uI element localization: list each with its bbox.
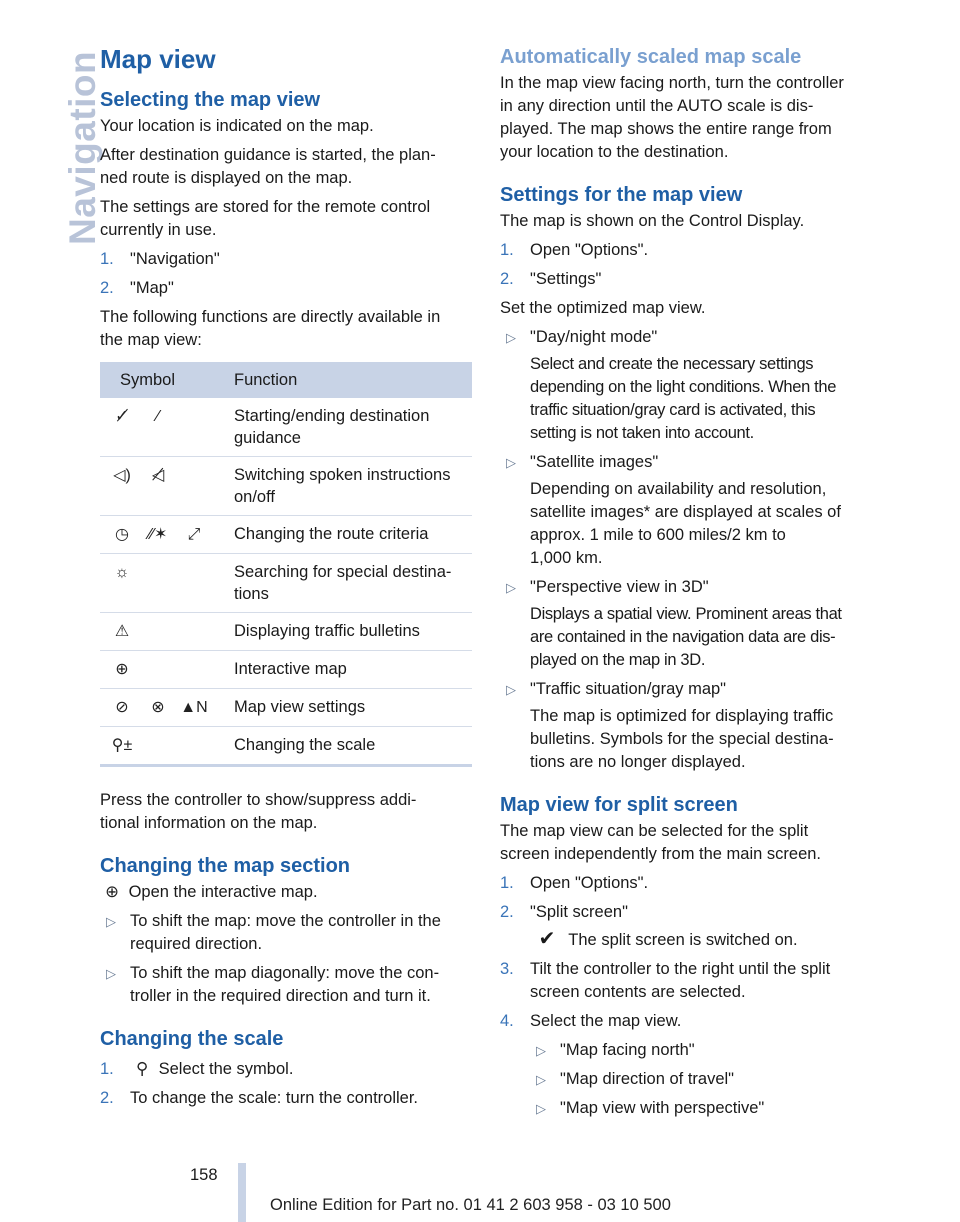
paragraph: The map is shown on the Control Display. — [500, 212, 805, 230]
column-header-function: Function — [234, 362, 472, 398]
bullet-list — [100, 910, 472, 1008]
section-tab-label: Navigation — [62, 50, 103, 245]
scale-icon: ⚲± — [111, 737, 133, 755]
list-item: 2. "Map" — [100, 279, 174, 298]
destination-guidance-icon: ✓̸ — [115, 408, 129, 426]
paragraph: In the map view facing north, turn the controller in any direction until the AUTO scale is dis- played. The map shows the entire range from your location to the destination. — [500, 74, 844, 161]
column-header-symbol: Symbol — [100, 362, 234, 398]
paragraph: After destination guidance is started, the plan- ned route is displayed on the map. — [100, 146, 436, 188]
table-row: ✓̸ ⁄ Starting/ending destination guidance — [100, 398, 472, 457]
heading-selecting-map-view: Selecting the map view — [100, 89, 321, 112]
heading-auto-scale: Automatically scaled map scale — [500, 46, 802, 68]
paragraph: The following functions are directly available in the map view: — [100, 308, 441, 350]
list-item: ▷ "Map view with perspective" — [536, 1099, 765, 1117]
interactive-map-icon: ⊕ — [115, 661, 129, 679]
list-item: 2. To change the scale: turn the controller. — [100, 1089, 419, 1108]
list-item: 3. Tilt the controller to the right until the split screen contents are selected. — [500, 960, 831, 1001]
table-row: ◷ ∕∕✶ ⤢ Changing the route criteria — [100, 516, 472, 554]
paragraph: Press the controller to show/suppress addi- tional information on the map. — [100, 791, 417, 833]
steps-list — [500, 239, 876, 291]
table-row: ⚲± Changing the scale — [100, 727, 472, 766]
fast-route-icon: ◷ — [115, 526, 129, 544]
steps-list — [100, 1058, 472, 1110]
heading-changing-scale: Changing the scale — [100, 1028, 284, 1051]
list-item: ▷ "Perspective view in 3D" Displays a spatial view. Prominent areas that are contained in the navigation data are dis- played on the map in 3D. — [506, 578, 842, 669]
table-row: ⊕ Interactive map — [100, 651, 472, 689]
speaker-muted-icon: ◁̸ — [151, 467, 165, 485]
online-edition-note: Online Edition for Part no. 01 41 2 603 958 - 03 10 500 — [270, 1196, 671, 1214]
interactive-map-icon: ⊕ — [105, 883, 119, 902]
list-item: 1. Open "Options". — [500, 241, 649, 259]
paragraph: Set the optimized map view. — [500, 299, 706, 317]
special-destination-icon: ☼ — [114, 564, 130, 582]
table-row: ⚠ Displaying traffic bulletins — [100, 613, 472, 651]
footer-bar — [238, 1163, 246, 1222]
map-perspective-icon: ⊗ — [151, 699, 165, 717]
table-header — [100, 362, 472, 398]
checkmark-icon: ✔ — [538, 928, 556, 950]
paragraph: The map view can be selected for the split screen independently from the main screen. — [500, 822, 822, 863]
efficient-route-icon: ⤢ — [187, 526, 201, 544]
left-column — [100, 44, 472, 1116]
table-row: ◁) ◁̸ Switching spoken instructions on/off — [100, 457, 472, 516]
heading-changing-map-section: Changing the map section — [100, 855, 351, 878]
paragraph: ⊕ Open the interactive map. — [100, 881, 472, 904]
page-number: 158 — [190, 1166, 218, 1184]
table-row: ⊘ ⊗ ▲N Map view settings — [100, 689, 472, 727]
end-guidance-icon: ⁄ — [156, 408, 160, 426]
list-item: ▷ "Map direction of travel" — [536, 1070, 735, 1088]
list-item: ▷ To shift the map diagonally: move the con- troller in the required direction and turn it. — [106, 964, 440, 1006]
list-item: ▷ "Map facing north" — [536, 1041, 695, 1059]
page-title: Map view — [100, 44, 216, 74]
functions-table — [100, 362, 472, 767]
speaker-icon: ◁) — [113, 467, 131, 485]
steps-list — [500, 872, 876, 1120]
map-view-options — [530, 1039, 876, 1120]
paragraph: Your location is indicated on the map. — [100, 117, 374, 136]
list-item: 1. ⚲ Select the symbol. — [100, 1058, 472, 1081]
map-north-icon: ▲N — [180, 699, 208, 717]
list-item: ▷ To shift the map: move the controller in the required direction. — [106, 912, 441, 954]
list-item: ▷ "Traffic situation/gray map" The map is optimized for displaying traffic bulletins. Symbols for the special destina- tions are no longer displayed. — [506, 680, 834, 771]
short-route-icon: ∕∕✶ — [148, 526, 168, 544]
options-list — [500, 326, 876, 774]
heading-settings-map-view: Settings for the map view — [500, 184, 743, 206]
right-column — [500, 44, 876, 1126]
paragraph: The settings are stored for the remote control currently in use. — [100, 198, 431, 240]
list-item: 2. "Split screen" ✔ The split screen is switched on. — [500, 903, 798, 950]
list-item: 4. Select the map view. ▷ "Map facing north" ▷ "Map direction of travel" ▷ "Map view with perspective" — [500, 1010, 876, 1120]
list-item: 1. "Navigation" — [100, 250, 220, 269]
traffic-warning-icon: ⚠ — [114, 623, 130, 641]
map-direction-icon: ⊘ — [115, 699, 129, 717]
steps-list — [100, 248, 472, 300]
list-item: ▷ "Day/night mode" Select and create the necessary settings depending on the light conditions. When the traffic situation/gray card is activated, this setting is not taken into account. — [506, 328, 837, 442]
list-item: 1. Open "Options". — [500, 874, 649, 892]
list-item: ▷ "Satellite images" Depending on availability and resolution, satellite images* are displayed at scales of approx. 1 mile to 600 miles/2 km to 1,000 km. — [506, 453, 841, 567]
heading-split-screen: Map view for split screen — [500, 794, 738, 816]
list-item: 2. "Settings" — [500, 270, 602, 288]
table-row: ☼ Searching for special destina- tions — [100, 554, 472, 613]
scale-icon: ⚲ — [135, 1060, 149, 1079]
section-tab — [0, 0, 103, 1222]
